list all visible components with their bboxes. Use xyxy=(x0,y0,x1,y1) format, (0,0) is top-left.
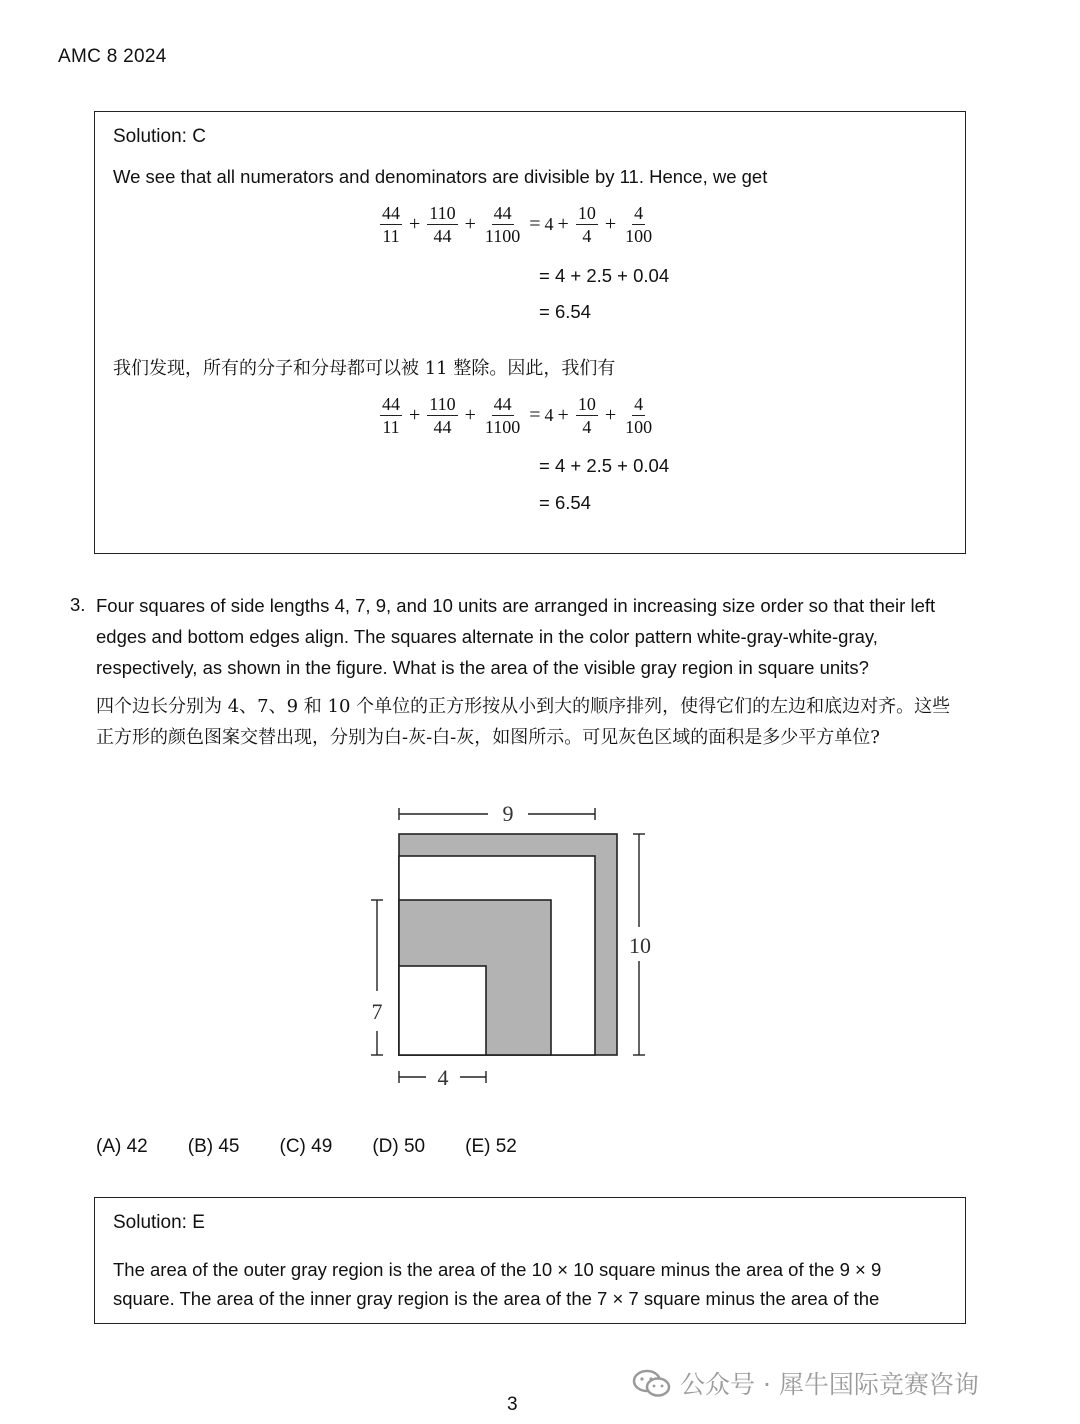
solution-box-3 xyxy=(94,1197,966,1324)
fraction: $\frac{110}{44}$ xyxy=(429,394,456,437)
page-number: 3 xyxy=(507,1394,518,1415)
choice-a[interactable]: (A) 42 xyxy=(96,1136,148,1157)
label-10: 10 xyxy=(629,933,651,958)
fraction: $\frac{4}{100}$ xyxy=(625,203,653,246)
choice-d[interactable]: (D) 50 xyxy=(372,1136,426,1157)
choice-c[interactable]: (C) 49 xyxy=(279,1136,333,1157)
label-4: 4 xyxy=(437,1065,449,1090)
fraction: $\frac{10}{4}$ xyxy=(577,394,596,437)
solution-intro-zh: 我们发现，所有的分子和分母都可以被 11 整除。因此，我们有 xyxy=(113,358,616,379)
fraction: $\frac{44}{1100}$ xyxy=(484,394,521,437)
fraction-equation-zh: $\frac{44}{11}$ + $\frac{110}{44}$ + $\frac{44}{1100}$ = 4 + $\frac{10}{4}$ + $\frac{4}{100}$ xyxy=(382,394,653,437)
question-number: 3. xyxy=(70,594,86,615)
equation-step-2: = 4 + 2.5 + 0.04 xyxy=(539,265,670,286)
watermark: 公众号 · 犀牛国际竞赛咨询 xyxy=(632,1365,979,1401)
question-text-zh: 四个边长分别为 4、7、9 和 10 个单位的正方形按从小到大的顺序排列，使得它们的左边和底边对齐。这些正方形的颜色图案交替出现，分别为白-灰-白-灰，如图所示。可见灰色区域的面积是多少平方单位? xyxy=(96,696,951,748)
equation-step-3: = 6.54 xyxy=(539,492,591,513)
answer-choices xyxy=(96,1136,557,1158)
choice-b[interactable]: (B) 45 xyxy=(187,1136,240,1157)
fraction: $\frac{44}{11}$ xyxy=(382,203,400,246)
solution-box-2 xyxy=(94,111,966,554)
squares-figure xyxy=(360,795,670,1095)
square-4-white xyxy=(399,966,486,1055)
label-9: 9 xyxy=(502,801,514,826)
fraction: $\frac{44}{1100}$ xyxy=(484,203,521,246)
label-7: 7 xyxy=(371,999,383,1024)
document-header: AMC 8 2024 xyxy=(58,46,167,67)
solution-title: Solution: E xyxy=(113,1212,205,1233)
fraction: $\frac{4}{100}$ xyxy=(625,394,653,437)
solution-intro-en: We see that all numerators and denominators are divisible by 11. Hence, we get xyxy=(113,166,768,187)
choice-e[interactable]: (E) 52 xyxy=(465,1136,517,1157)
solution-line-2: square. The area of the inner gray region is the area of the 7 × 7 square minus the area of the xyxy=(113,1288,880,1309)
equation-step-2: = 4 + 2.5 + 0.04 xyxy=(539,455,670,476)
fraction: $\frac{10}{4}$ xyxy=(577,203,596,246)
fraction: $\frac{110}{44}$ xyxy=(429,203,456,246)
equation-step-3: = 6.54 xyxy=(539,301,591,322)
fraction-equation-en: $\frac{44}{11}$ + $\frac{110}{44}$ + $\frac{44}{1100}$ = 4 + $\frac{10}{4}$ + $\frac{4}{100}$ xyxy=(382,203,653,246)
fraction: $\frac{44}{11}$ xyxy=(382,394,400,437)
wechat-icon xyxy=(632,1368,672,1398)
solution-line-1: The area of the outer gray region is the area of the 10 × 10 square minus the area of the 9 × 9 xyxy=(113,1259,882,1280)
solution-title: Solution: C xyxy=(113,126,206,147)
question-text-en: Four squares of side lengths 4, 7, 9, and 10 units are arranged in increasing size order so that their left edges and bottom edges align. The squares alternate in the color pattern white-gray-white-gray, respectively, as shown in the figure. What is the area of the visible gray region in square units? xyxy=(96,595,936,678)
